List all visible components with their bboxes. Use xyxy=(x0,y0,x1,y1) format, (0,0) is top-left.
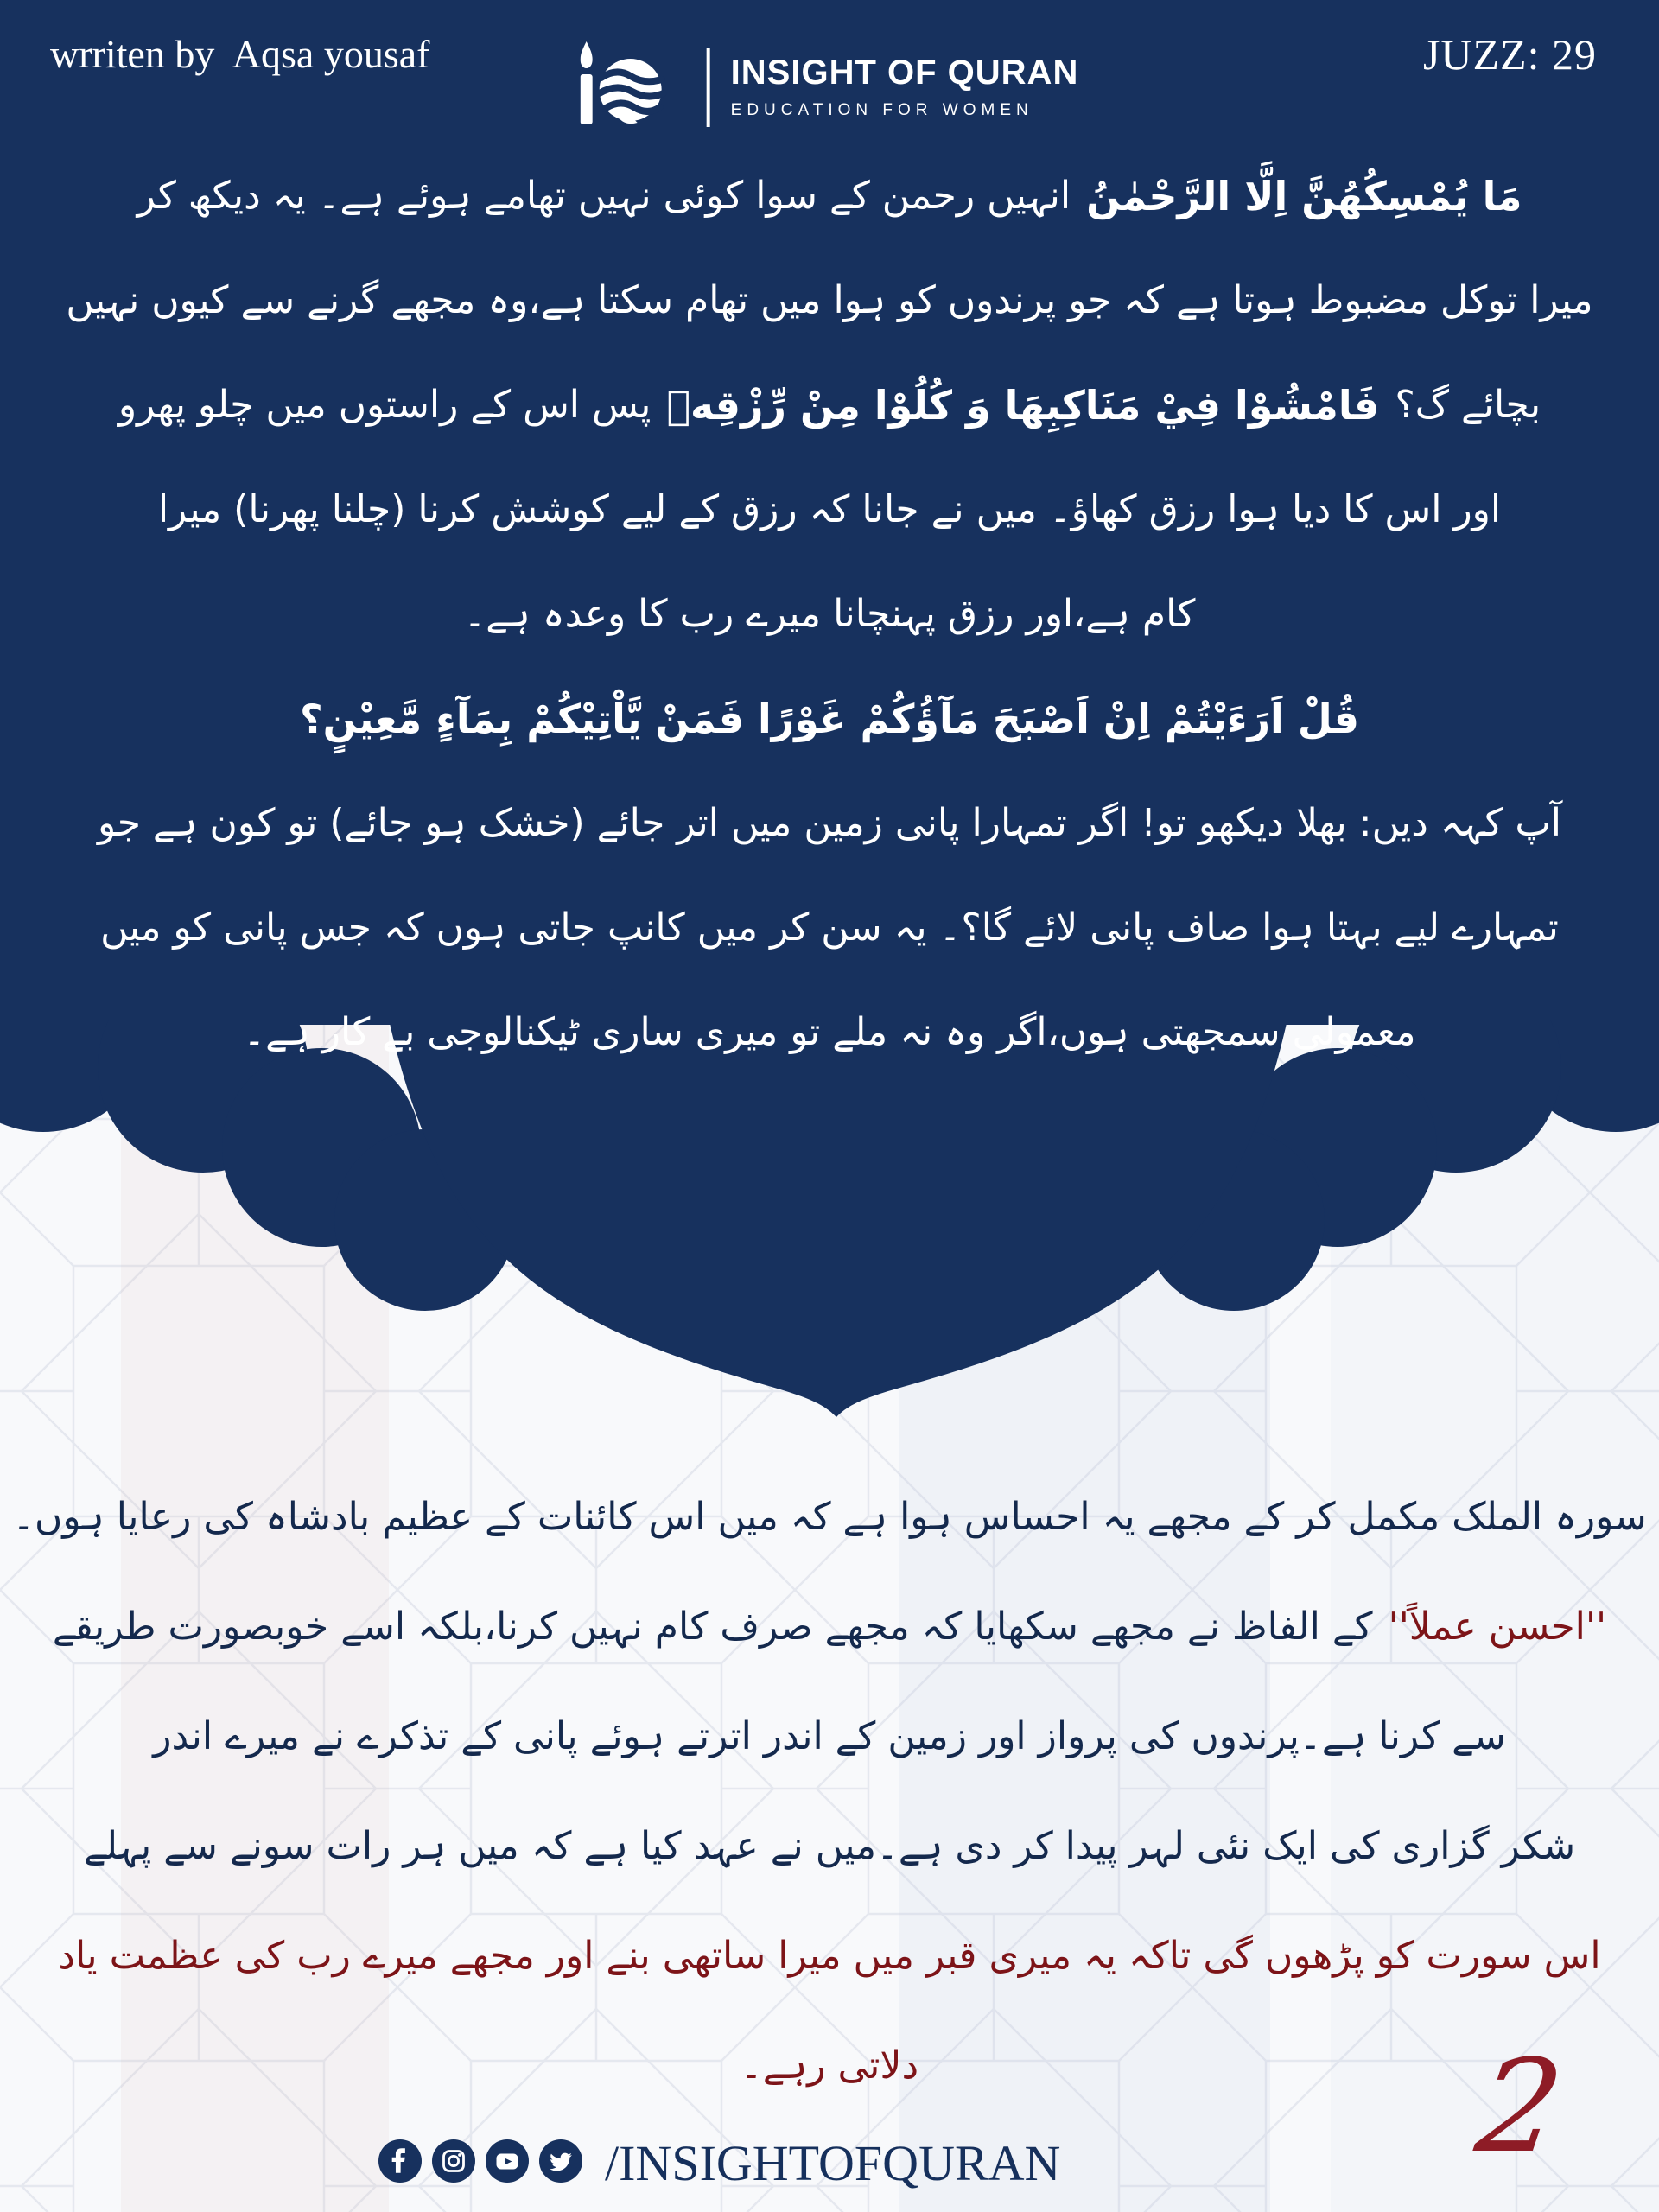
social-bar xyxy=(378,2134,1060,2192)
juzz-label: JUZZ: 29 xyxy=(1422,30,1597,79)
urdu-text: کام ہے،اور رزق پہنچانا میرے رب کا وعدہ ہے۔ xyxy=(463,592,1196,636)
urdu-text: اور اس کا دیا ہوا رزق کھاؤ۔ میں نے جانا کہ رزق کے لیے کوشش کرنا (چلنا پھرنا) میرا xyxy=(157,487,1502,531)
dark-panel-scallop-ornament xyxy=(0,1020,1659,1469)
urdu-translation: انہیں رحمن کے سوا کوئی نہیں تھامے ہوئے ہے۔ یہ دیکھ کر xyxy=(137,174,1071,218)
author-credit: wrriten by Aqsa yousaf xyxy=(50,32,430,76)
urdu-text: بچائے گ؟ xyxy=(1395,383,1541,427)
facebook-icon[interactable] xyxy=(378,2139,422,2187)
twitter-icon[interactable] xyxy=(539,2139,582,2187)
urdu-text: سے کرنا ہے۔پرندوں کی پرواز اور زمین کے اندر اترتے ہوئے پانی کے تذکرے نے میرے اندر xyxy=(153,1714,1506,1758)
urdu-translation: پس اس کے راستوں میں چلو پھرو xyxy=(118,383,652,427)
text-line xyxy=(60,248,1599,353)
iq-candle-globe-logo-icon xyxy=(581,40,686,134)
urdu-text: میرا توکل مضبوط ہوتا ہے کہ جو پرندوں کو ہوا میں تھام سکتا ہے،وہ مجھے گرنے سے کیوں نہیں xyxy=(66,278,1593,322)
text-line xyxy=(52,1572,1607,1681)
urdu-text: کے الفاظ نے مجھے سکھایا کہ مجھے صرف کام نہیں کرنا،بلکہ اسے خوبصورت طریقے xyxy=(52,1605,1373,1649)
text-line xyxy=(52,1791,1607,1901)
text-line xyxy=(60,562,1599,666)
youtube-icon[interactable] xyxy=(486,2139,529,2187)
urdu-text: معمولی سمجھتی ہوں،اگر وہ نہ ملے تو میری ساری ٹیکنالوجی بے کار ہے۔ xyxy=(243,1010,1416,1054)
light-panel-text xyxy=(12,1462,1647,2120)
text-line xyxy=(60,875,1599,980)
text-line xyxy=(60,353,1599,457)
text-line xyxy=(60,980,1599,1084)
text-line xyxy=(60,143,1599,248)
urdu-text: شکر گزاری کی ایک نئی لہر پیدا کر دی ہے۔میں نے عہد کیا ہے کہ میں ہر رات سونے سے پہلے xyxy=(83,1824,1576,1868)
page-number: 2 xyxy=(1468,2032,1572,2181)
arabic-verse: قُلْ اَرَءَيْتُمْ اِنْ اَصْبَحَ مَآؤُكُمْ غَوْرًا فَمَنْ يَّاْتِيْكُمْ بِمَآءٍ مَّعِيْنٍ؟ xyxy=(299,695,1360,742)
urdu-text: تمہارے لیے بہتا ہوا صاف پانی لائے گا؟۔ یہ سن کر میں کانپ جاتی ہوں کہ جس پانی کو میں xyxy=(100,906,1559,950)
logo-divider xyxy=(707,48,710,127)
highlighted-phrase: دلاتی رہے۔ xyxy=(740,2044,919,2088)
logo-subtitle: EDUCATION FOR WOMEN xyxy=(730,101,1033,119)
arabic-verse: فَامْشُوْا فِيْ مَنَاكِبِهَا وَ كُلُوْا مِنْ رِّزْقِهٖ xyxy=(666,381,1380,429)
urdu-text: آپ کہہ دیں: بھلا دیکھو تو! اگر تمہارا پانی زمین میں اتر جائے (خشک ہو جائے) تو کون ہے جو xyxy=(97,801,1562,845)
highlighted-phrase: اس سورت کو پڑھوں گی تاکہ یہ میری قبر میں میرا ساتھی بنے اور مجھے میرے رب کی عظمت یاد xyxy=(58,1934,1601,1978)
text-line xyxy=(60,666,1599,771)
highlighted-phrase: ''احسن عملاً'' xyxy=(1388,1605,1607,1649)
text-line xyxy=(52,1901,1607,2011)
text-line xyxy=(60,771,1599,875)
text-line xyxy=(52,1681,1607,1791)
brand-logo xyxy=(581,40,1079,134)
logo-text xyxy=(731,54,1079,120)
text-line xyxy=(12,1462,1647,1572)
logo-title: INSIGHT OF QURAN xyxy=(730,54,1079,92)
instagram-icon[interactable] xyxy=(432,2139,475,2187)
social-handle[interactable]: /INSIGHTOFQURAN xyxy=(605,2135,1061,2191)
text-line xyxy=(52,2011,1607,2120)
text-line xyxy=(60,457,1599,562)
urdu-text: سورہ الملک مکمل کر کے مجھے یہ احساس ہوا ہے کہ میں اس کائنات کے عظیم بادشاہ کی رعایا ہوں۔ xyxy=(12,1495,1647,1539)
arabic-verse: مَا يُمْسِكُهُنَّ اِلَّا الرَّحْمٰنُ xyxy=(1086,172,1522,219)
dark-panel-text xyxy=(60,143,1599,1084)
